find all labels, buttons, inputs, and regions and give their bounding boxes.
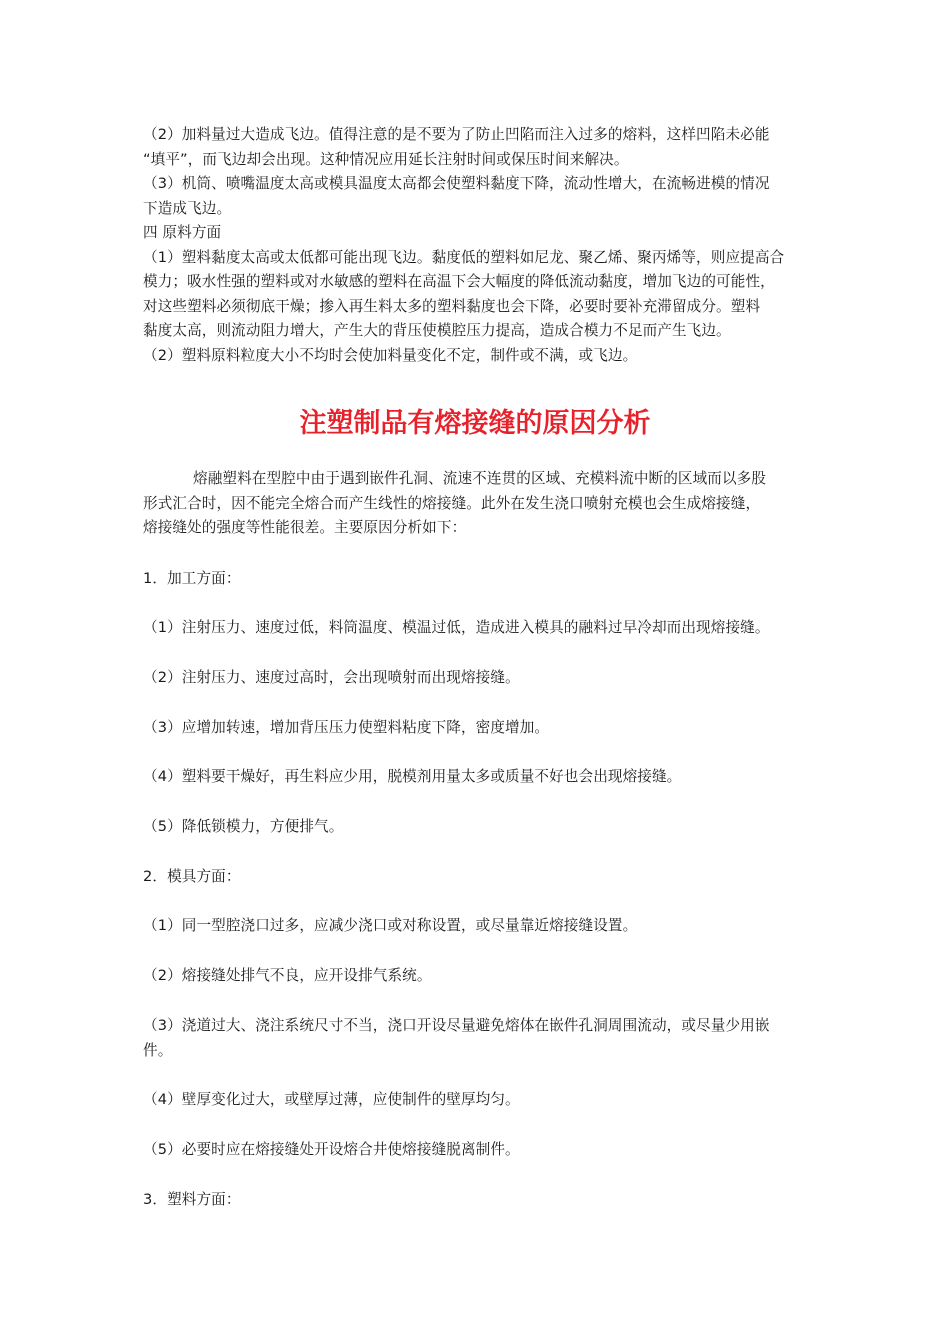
list-item: （5）必要时应在熔接缝处开设熔合井使熔接缝脱离制件。 (143, 1141, 520, 1158)
list-item: （2）注射压力、速度过高时，会出现喷射而出现熔接缝。 (143, 669, 520, 686)
section-heading: 四 原料方面 (143, 224, 222, 241)
paragraph-line: 熔接缝处的强度等性能很差。主要原因分析如下： (143, 519, 467, 536)
intro-paragraph (143, 467, 823, 541)
paragraph-line: 件。 (143, 1041, 173, 1059)
paragraph-line: 对这些塑料必须彻底干燥；掺入再生料太多的塑料黏度也会下降，必要时要补充滞留成分。塑料 (143, 297, 761, 315)
paragraph-line: 下造成飞边。 (143, 199, 232, 217)
list-item: （2）熔接缝处排气不良，应开设排气系统。 (143, 967, 432, 984)
section-heading: 3．塑料方面： (143, 1191, 241, 1208)
list-item: （1）注射压力、速度过低，料筒温度、模温过低，造成进入模具的融料过早冷却而出现熔接缝。 (143, 619, 770, 636)
list-item: （1）同一型腔浇口过多，应减少浇口或对称设置，或尽量靠近熔接缝设置。 (143, 917, 638, 934)
list-item: （3）应增加转速，增加背压压力使塑料粘度下降，密度增加。 (143, 719, 550, 736)
paragraph-line: 熔融塑料在型腔中由于遇到嵌件孔洞、流速不连贯的区域、充模料流中断的区域而以多股 (193, 470, 767, 487)
paragraph-line: （2）加料量过大造成飞边。值得注意的是不要为了防止凹陷而注入过多的熔料，这样凹陷未必能 (143, 126, 770, 143)
paragraph-line: （3）浇道过大、浇注系统尺寸不当，浇口开设尽量避免熔体在嵌件孔洞周围流动，或尽量少用嵌 (143, 1017, 770, 1034)
paragraph-line: 黏度太高，则流动阻力增大，产生大的背压使模腔压力提高，造成合模力不足而产生飞边。 (143, 322, 731, 339)
page-title: 注塑制品有熔接缝的原因分析 (299, 408, 651, 439)
paragraph-line: （1）塑料黏度太高或太低都可能出现飞边。黏度低的塑料如尼龙、聚乙烯、聚丙烯等，则应提高合 (143, 248, 785, 266)
section-heading: 1．加工方面： (143, 570, 241, 587)
paragraph-line: （2）塑料原料粒度大小不均时会使加料量变化不定，制件或不满，或飞边。 (143, 346, 638, 364)
list-item: （4）塑料要干燥好，再生料应少用，脱模剂用量太多或质量不好也会出现熔接缝。 (143, 768, 682, 785)
top-section (143, 123, 823, 368)
list-item: （4）壁厚变化过大，或壁厚过薄，应使制件的壁厚均匀。 (143, 1091, 520, 1108)
paragraph-line: （3）机筒、喷嘴温度太高或模具温度太高都会使塑料黏度下降，流动性增大，在流畅进模的情况 (143, 175, 770, 192)
list-item (143, 1014, 823, 1063)
section-heading: 2．模具方面： (143, 868, 241, 885)
paragraph-line: 形式汇合时，因不能完全熔合而产生线性的熔接缝。此外在发生浇口喷射充模也会生成熔接缝， (143, 494, 761, 512)
paragraph-line: “填平”，而飞边却会出现。这种情况应用延长注射时间或保压时间来解决。 (143, 150, 629, 168)
list-item: （5）降低锁模力，方便排气。 (143, 818, 344, 835)
paragraph-line: 模力；吸水性强的塑料或对水敏感的塑料在高温下会大幅度的降低流动黏度，增加飞边的可能性， (143, 273, 775, 290)
